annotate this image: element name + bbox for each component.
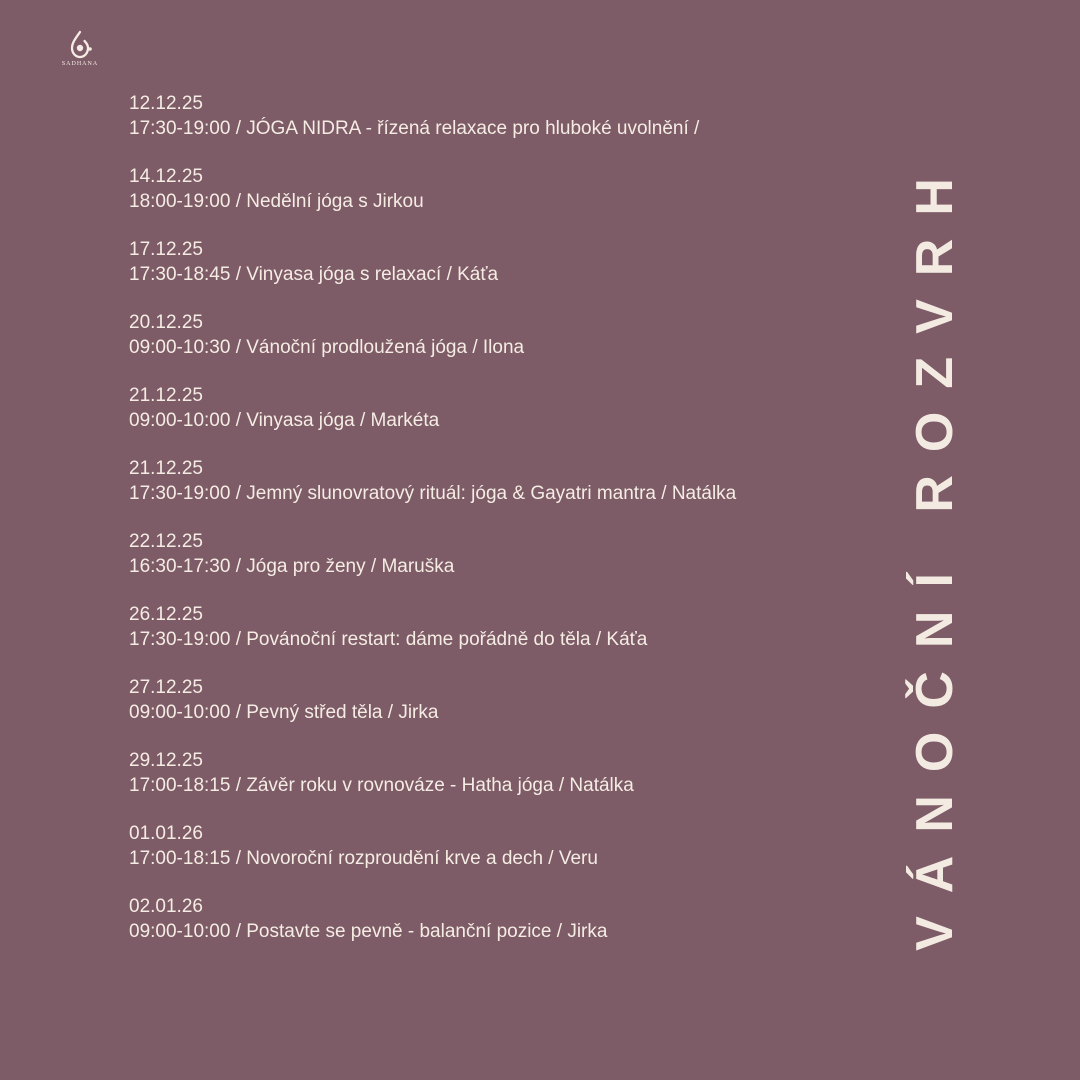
entry-description: 17:00-18:15 / Závěr roku v rovnováze - Hatha jóga / Natálka	[129, 775, 634, 796]
schedule-entry	[129, 383, 769, 433]
entry-description: 17:00-18:15 / Novoroční rozproudění krve a dech / Veru	[129, 848, 598, 869]
schedule-entry	[129, 894, 769, 944]
entry-date: 21.12.25	[129, 458, 203, 479]
entry-description: 18:00-19:00 / Nedělní jóga s Jirkou	[129, 191, 424, 212]
entry-date: 02.01.26	[129, 896, 203, 917]
schedule-entry	[129, 164, 769, 214]
schedule-entry	[129, 821, 769, 871]
entry-description: 16:30-17:30 / Jóga pro ženy / Maruška	[129, 556, 455, 577]
entry-date: 20.12.25	[129, 312, 203, 333]
lotus-drop-logo-icon	[65, 30, 95, 60]
entry-date: 12.12.25	[129, 93, 203, 114]
schedule-entry	[129, 237, 769, 287]
entry-description: 17:30-18:45 / Vinyasa jóga s relaxací / Káťa	[129, 264, 499, 285]
entry-date: 22.12.25	[129, 531, 203, 552]
brand-logo	[58, 30, 102, 74]
brand-name: SADHANA	[61, 61, 99, 67]
entry-description: 17:30-19:00 / JÓGA NIDRA - řízená relaxace pro hluboké uvolnění /	[129, 118, 700, 139]
entry-description: 17:30-19:00 / Jemný slunovratový rituál: jóga & Gayatri mantra / Natálka	[129, 483, 737, 504]
entry-description: 09:00-10:30 / Vánoční prodloužená jóga / Ilona	[129, 337, 525, 358]
entry-description: 09:00-10:00 / Vinyasa jóga / Markéta	[129, 410, 440, 431]
entry-date: 14.12.25	[129, 166, 203, 187]
schedule-entry	[129, 529, 769, 579]
schedule-entry	[129, 456, 769, 506]
schedule-entry	[129, 675, 769, 725]
schedule-list	[129, 91, 769, 967]
entry-date: 29.12.25	[129, 750, 203, 771]
entry-date: 27.12.25	[129, 677, 203, 698]
entry-date: 17.12.25	[129, 239, 203, 260]
entry-date: 26.12.25	[129, 604, 203, 625]
entry-date: 01.01.26	[129, 823, 203, 844]
schedule-entry	[129, 602, 769, 652]
entry-description: 09:00-10:00 / Postavte se pevně - balanční pozice / Jirka	[129, 921, 608, 942]
entry-date: 21.12.25	[129, 385, 203, 406]
schedule-entry	[129, 748, 769, 798]
entry-description: 09:00-10:00 / Pevný střed těla / Jirka	[129, 702, 439, 723]
entry-description: 17:30-19:00 / Povánoční restart: dáme pořádně do těla / Káťa	[129, 629, 648, 650]
schedule-entry	[129, 310, 769, 360]
page-title: VÁNOČNÍ ROZVRH	[906, 155, 964, 951]
schedule-entry	[129, 91, 769, 141]
